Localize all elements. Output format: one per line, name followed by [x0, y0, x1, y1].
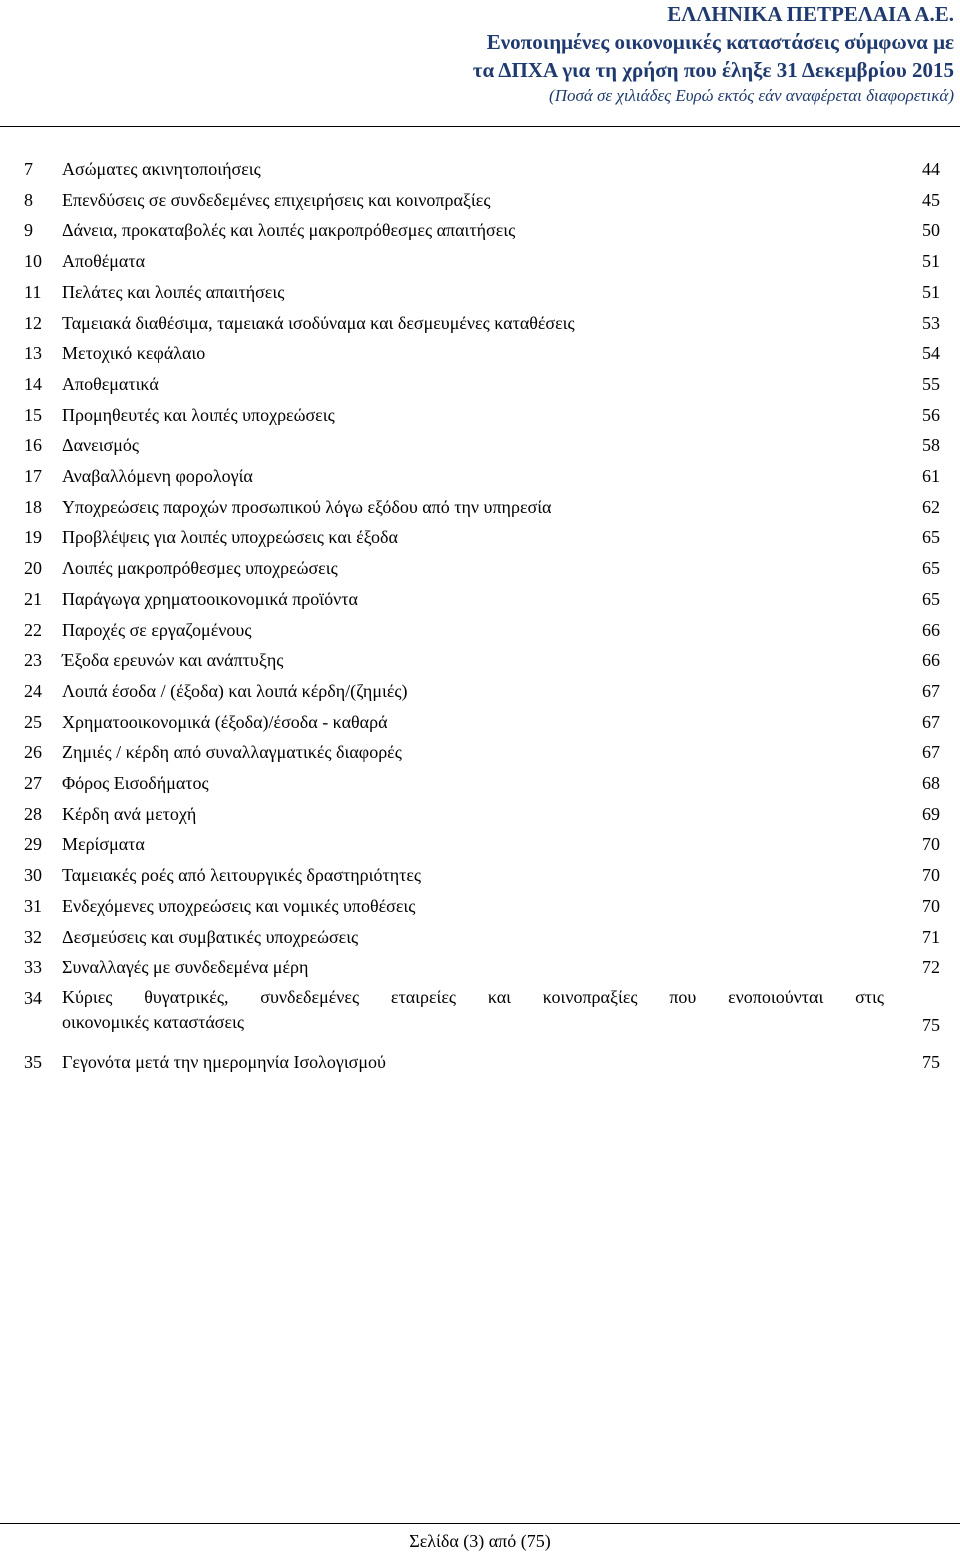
toc-page-number: 66 [922, 650, 940, 671]
toc-row [24, 492, 940, 523]
toc-title: Κέρδη ανά μετοχή [62, 803, 197, 824]
toc-title: Ζημιές / κέρδη από συναλλαγματικές διαφορές [62, 742, 402, 763]
toc-title: Δεσμεύσεις και συμβατικές υποχρεώσεις [62, 926, 359, 947]
footer-divider [0, 1523, 960, 1524]
toc-row [24, 645, 940, 676]
toc-row [24, 1047, 940, 1078]
toc-title: Δανεισμός [62, 435, 140, 456]
document-header [254, 0, 954, 108]
toc-title: Λοιπά έσοδα / (έξοδα) και λοιπά κέρδη/(ζημιές) [62, 680, 408, 701]
toc-page-number: 75 [922, 1014, 940, 1035]
header-note: (Ποσά σε χιλιάδες Ευρώ εκτός εάν αναφέρεται διαφορετικά) [549, 86, 954, 105]
toc-title: Παράγωγα χρηματοοικονομικά προϊόντα [62, 588, 358, 609]
toc-title: Μετοχικό κεφάλαιο [62, 343, 206, 364]
toc-page-number: 51 [922, 251, 940, 272]
page-number: Σελίδα (3) από (75) [409, 1531, 551, 1551]
toc-title: Ταμειακά διαθέσιμα, ταμειακά ισοδύναμα και δεσμευμένες καταθέσεις [62, 312, 575, 333]
toc-number: 31 [24, 895, 42, 916]
toc-page-number: 65 [922, 588, 940, 609]
toc-number: 14 [24, 373, 42, 394]
toc-row [24, 461, 940, 492]
toc-number: 17 [24, 466, 42, 487]
toc-row [24, 369, 940, 400]
toc-row [24, 185, 940, 216]
toc-page-number: 53 [922, 312, 940, 333]
toc-page-number: 50 [922, 220, 940, 241]
toc-number: 16 [24, 435, 42, 456]
toc-row [24, 799, 940, 830]
toc-number: 24 [24, 680, 42, 701]
toc-number: 9 [24, 220, 33, 241]
toc-row [24, 215, 940, 246]
toc-page-number: 58 [922, 435, 940, 456]
toc-number: 34 [24, 987, 42, 1008]
toc-title: Παροχές σε εργαζομένους [62, 619, 252, 640]
toc-page-number: 72 [922, 957, 940, 978]
toc-row [24, 983, 940, 1041]
toc-row [24, 584, 940, 615]
toc-number: 13 [24, 343, 42, 364]
table-of-contents [24, 154, 940, 1077]
toc-number: 19 [24, 527, 42, 548]
toc-page-number: 66 [922, 619, 940, 640]
toc-page-number: 65 [922, 558, 940, 579]
toc-row [24, 277, 940, 308]
toc-row [24, 952, 940, 983]
toc-title: Προβλέψεις για λοιπές υποχρεώσεις και έξοδα [62, 527, 398, 548]
toc-row [24, 308, 940, 339]
toc-title: Αποθέματα [62, 251, 146, 272]
toc-page-number: 70 [922, 865, 940, 886]
toc-number: 8 [24, 189, 33, 210]
toc-number: 33 [24, 957, 42, 978]
toc-page-number: 71 [922, 926, 940, 947]
toc-number: 23 [24, 650, 42, 671]
toc-title: Έξοδα ερευνών και ανάπτυξης [62, 650, 284, 671]
toc-page-number: 44 [922, 159, 940, 179]
toc-page-number: 68 [922, 773, 940, 794]
toc-number: 18 [24, 496, 42, 517]
toc-number: 32 [24, 926, 42, 947]
toc-page-number: 67 [922, 711, 940, 732]
toc-row [24, 829, 940, 860]
toc-title: Γεγονότα μετά την ημερομηνία Ισολογισμού [62, 1051, 386, 1072]
toc-number: 7 [24, 159, 33, 179]
toc-page-number: 67 [922, 742, 940, 763]
toc-row [24, 707, 940, 738]
toc-number: 28 [24, 803, 42, 824]
toc-number: 11 [24, 281, 42, 302]
toc-number: 26 [24, 742, 42, 763]
toc-row [24, 860, 940, 891]
toc-title: Μερίσματα [62, 834, 145, 855]
toc-page-number: 75 [922, 1051, 940, 1072]
header-divider [0, 126, 960, 127]
toc-page-number: 69 [922, 803, 940, 824]
toc-title: Χρηματοοικονομικά (έξοδα)/έσοδα - καθαρά [62, 711, 388, 732]
toc-number: 12 [24, 312, 42, 333]
toc-title: Ασώματες ακινητοποιήσεις [62, 159, 261, 179]
toc-title-line-2: οικονομικές καταστάσεις [62, 1011, 245, 1032]
toc-title: Προμηθευτές και λοιπές υποχρεώσεις [62, 404, 335, 425]
toc-row [24, 891, 940, 922]
toc-row [24, 522, 940, 553]
toc-number: 15 [24, 404, 42, 425]
toc-page-number: 45 [922, 189, 940, 210]
toc-row [24, 154, 940, 185]
toc-title: Λοιπές μακροπρόθεσμες υποχρεώσεις [62, 558, 338, 579]
toc-row [24, 430, 940, 461]
toc-row [24, 553, 940, 584]
toc-page-number: 54 [922, 343, 940, 364]
toc-page-number: 70 [922, 834, 940, 855]
toc-number: 21 [24, 588, 42, 609]
toc-row [24, 338, 940, 369]
toc-number: 35 [24, 1051, 42, 1072]
toc-page-number: 67 [922, 680, 940, 701]
toc-row [24, 676, 940, 707]
toc-title: Αναβαλλόμενη φορολογία [62, 466, 253, 487]
toc-title: Ενδεχόμενες υποχρεώσεις και νομικές υποθέσεις [62, 895, 416, 916]
toc-title: Συναλλαγές με συνδεδεμένα μέρη [62, 957, 309, 978]
toc-number: 20 [24, 558, 42, 579]
toc-page-number: 65 [922, 527, 940, 548]
header-title-line-2: τα ΔΠΧΑ για τη χρήση που έληξε 31 Δεκεμβρίου 2015 [472, 58, 954, 82]
toc-page-number: 51 [922, 281, 940, 302]
toc-title: Δάνεια, προκαταβολές και λοιπές μακροπρόθεσμες απαιτήσεις [62, 220, 516, 241]
company-name: ΕΛΛΗΝΙΚΑ ΠΕΤΡΕΛΑΙΑ Α.Ε. [667, 2, 954, 26]
toc-row [24, 615, 940, 646]
toc-number: 29 [24, 834, 42, 855]
toc-row [24, 400, 940, 431]
toc-page-number: 70 [922, 895, 940, 916]
toc-number: 22 [24, 619, 42, 640]
toc-number: 27 [24, 773, 42, 794]
toc-title [62, 983, 900, 1035]
toc-page-number: 62 [922, 496, 940, 517]
toc-title: Υποχρεώσεις παροχών προσωπικού λόγω εξόδου από την υπηρεσία [62, 496, 552, 517]
toc-number: 30 [24, 865, 42, 886]
toc-row [24, 768, 940, 799]
toc-row [24, 246, 940, 277]
toc-row [24, 737, 940, 768]
toc-page-number: 56 [922, 404, 940, 425]
toc-page-number: 55 [922, 373, 940, 394]
toc-title: Πελάτες και λοιπές απαιτήσεις [62, 281, 285, 302]
toc-title: Αποθεματικά [62, 373, 159, 394]
toc-title: Ταμειακές ροές από λειτουργικές δραστηριότητες [62, 865, 422, 886]
header-title-line-1: Ενοποιημένες οικονομικές καταστάσεις σύμφωνα με [486, 30, 954, 54]
toc-title: Φόρος Εισοδήματος [62, 773, 209, 794]
toc-row [24, 922, 940, 953]
toc-number: 25 [24, 711, 42, 732]
toc-number: 10 [24, 251, 42, 272]
toc-page-number: 61 [922, 466, 940, 487]
toc-title: Επενδύσεις σε συνδεδεμένες επιχειρήσεις και κοινοπραξίες [62, 189, 491, 210]
toc-title-line-1: Κύριες θυγατρικές, συνδεδεμένες εταιρείες και κοινοπραξίες που ενοποιούνται στις [62, 986, 884, 1007]
